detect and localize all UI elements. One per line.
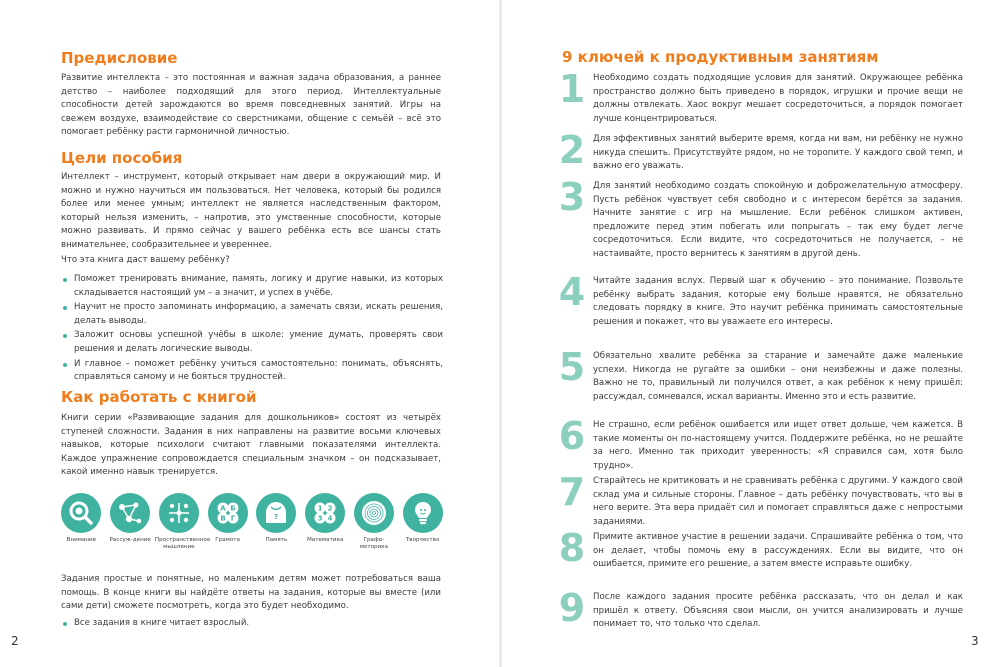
svg-text:2: 2 xyxy=(327,504,333,513)
goals-text: Интеллект – инструмент, который открывает нам двери в окружающий мир. И можно и нужно научиться им пользоваться. Нет человека, который бы родился более или менее умным; интеллект не является наследственным фактором, который нельзя изменить, – напротив, это умственные способности, которые можно развивать. И прямо сейчас у вашего ребёнка есть все шансы стать внимательнее, сообразительнее и увереннее. xyxy=(61,172,441,250)
key-text: Необходимо создать подходящие условия для занятий. Окружающее ребёнка пространство должно быть приведено в порядок, игрушки и прочие вещи не должны отвлекать. Хаос вокруг мешает сосредоточиться, а порядок помогает лучше концентрироваться. xyxy=(593,73,963,124)
key-number: 7 xyxy=(558,470,586,514)
list-item xyxy=(61,329,443,356)
svg-text:4: 4 xyxy=(327,514,333,523)
page-number-left: 2 xyxy=(11,634,19,648)
key-item xyxy=(553,270,963,329)
right-page xyxy=(501,0,1001,667)
goals-question: Что эта книга даст вашему ребёнку? xyxy=(61,255,230,265)
skill-label: Память xyxy=(265,537,288,543)
lightbulb-icon xyxy=(403,493,443,533)
skill-spatial xyxy=(154,493,211,551)
key-number: 4 xyxy=(558,270,586,314)
key-text: Обязательно хвалите ребёнка за старание и замечайте даже маленькие успехи. Никогда не ругайте за ошибки – они неизбежны и даже полезны. Важно не то, правильный ли получился ответ, а как ребёнок к нему пришёл: рассуждал, сомневался, искал варианты. Именно это и есть развитие. xyxy=(593,351,963,402)
skill-label: Рассуж-дение xyxy=(109,537,151,543)
key-text: Для занятий необходимо создать спокойную и доброжелательную атмосферу. Пусть ребёнок чувствует себя свободно и с интересом берётся за задания. Начните занятие с игр на мышление. Если ребёнок слишком активен, предложите перед этим побегать или попрыгать – так ему будет легче сосредоточиться. Если видите, что сосредоточиться не получается, – не настаивайте, просто вернитесь к занятиям в другой день. xyxy=(593,181,963,259)
key-text: Для эффективных занятий выберите время, когда ни вам, ни ребёнку не нужно никуда спешить. Присутствуйте рядом, но не торопите. У каждого свой темп, и важно его уважать. xyxy=(593,134,963,172)
skill-label: Математика xyxy=(306,537,344,543)
howto-bullet-list xyxy=(61,617,443,632)
keys-title: 9 ключей к продуктивным занятиям xyxy=(562,48,879,66)
key-number: 2 xyxy=(558,128,586,172)
howto-text: Книги серии «Развивающие задания для дошкольников» состоят из четырёх ступеней сложности. Задания в них направлены на развитие восьми ключевых навыков, которые психологи считают главными показателями интеллекта. Каждое упражнение сопровождается специальным значком – он подсказывает, какой именно навык тренируется. xyxy=(61,413,441,478)
skill-label: Графо-моторика xyxy=(359,537,389,550)
skill-graphomotor xyxy=(350,493,399,551)
bullet-dot xyxy=(63,306,67,310)
bullet-text: Поможет тренировать внимание, память, логику и другие навыки, из которых складывается настоящий ум – а значит, и успех в учёбе. xyxy=(74,274,443,298)
skill-label: Внимание xyxy=(66,537,97,543)
skill-icons-row xyxy=(57,493,447,551)
bullet-text: Все задания в книге читает взрослый. xyxy=(74,618,250,628)
key-item xyxy=(553,586,963,632)
skill-reasoning xyxy=(106,493,155,551)
skill-math xyxy=(301,493,350,551)
left-page xyxy=(0,0,500,667)
goals-title: Цели пособия xyxy=(61,149,183,167)
svg-text:В: В xyxy=(219,514,226,523)
howto-title: Как работать с книгой xyxy=(61,388,257,406)
foreword-title: Предисловие xyxy=(61,49,178,67)
list-item xyxy=(61,301,443,328)
bullet-dot xyxy=(63,278,67,282)
svg-text:?: ? xyxy=(274,513,279,521)
key-text: После каждого задания просите ребёнка рассказать, что он делал и как пришёл к ответу. Объясняя свои мысли, он учится анализировать и лучше понимает то, что только что сделал. xyxy=(593,592,963,630)
head-icon xyxy=(256,493,296,533)
list-item xyxy=(61,358,443,385)
key-number: 9 xyxy=(558,586,586,630)
key-text: Примите активное участие в решении задачи. Спрашивайте ребёнка о том, что он делает, чтобы помочь ему в рассуждениях. Если вы видите, что он ошибается, примите его решение, а затем вместе исправьте ошибку. xyxy=(593,532,963,570)
svg-text:1: 1 xyxy=(317,504,323,513)
skill-memory xyxy=(252,493,301,551)
svg-text:А: А xyxy=(219,504,226,513)
bullet-text: Научит не просто запоминать информацию, а замечать связи, искать решения, делать выводы. xyxy=(74,302,443,326)
key-item xyxy=(553,128,963,174)
key-number: 8 xyxy=(558,526,586,570)
key-number: 3 xyxy=(558,175,586,219)
list-item xyxy=(61,617,443,631)
key-item xyxy=(553,414,963,473)
skill-creativity xyxy=(398,493,447,551)
key-item xyxy=(553,526,963,572)
key-text: Не страшно, если ребёнок ошибается или ищет ответ дольше, чем кажется. В такие моменты он по-настоящему учится. Поддержите ребёнка, но не решайте за него. Именно так приходит уверенность: «Я справился сам, хотя было трудно». xyxy=(593,420,963,471)
svg-text:Б: Б xyxy=(229,504,236,513)
skill-literacy xyxy=(203,493,252,551)
svg-text:Г: Г xyxy=(230,514,235,523)
key-number: 6 xyxy=(558,414,586,458)
goals-bullet-list xyxy=(61,273,443,386)
bullet-text: Заложит основы успешной учёбы в школе: умение думать, проверять свои решения и делать логические выводы. xyxy=(74,330,443,354)
skill-label: Пространственное мышление xyxy=(154,537,211,550)
skill-label: Грамота xyxy=(215,537,240,543)
key-item xyxy=(553,470,963,529)
bullet-dot xyxy=(63,622,67,626)
list-item xyxy=(61,273,443,300)
key-text: Старайтесь не критиковать и не сравнивать ребёнка с другими. У каждого свой склад ума и сильные стороны. Главное – дать ребёнку почувствовать, что вы в него верите. Эта вера придаёт сил и помогает справляться даже с непростыми заданиями. xyxy=(593,476,963,527)
bullet-text: И главное – поможет ребёнку учиться самостоятельно: понимать, объяснять, справляться самому и не бояться трудностей. xyxy=(74,358,443,383)
key-item xyxy=(553,345,963,404)
bullet-dot xyxy=(63,334,67,338)
key-item xyxy=(553,67,963,126)
foreword-text: Развитие интеллекта – это постоянная и важная задача образования, а раннее детство – наиболее подходящий для этого период. Интеллектуальные способности детей зарождаются во время повседневных занятий. Игры на свежем воздухе, взаимодействие со сверстниками, общение с семьёй – всё это помогает ребёнку расти гармоничной личностью. xyxy=(61,73,441,138)
key-number: 1 xyxy=(558,67,586,111)
page-number-right: 3 xyxy=(971,634,979,648)
howto-text-2: Задания простые и понятные, но маленьким детям может потребоваться ваша помощь. В конце книги вы найдёте ответы на задания, которые вы вместе (или сами дети) сможете посмотреть, когда это будет необходимо. xyxy=(61,574,441,612)
numbers-icon xyxy=(305,493,345,533)
skill-attention xyxy=(57,493,106,551)
magnifier-icon xyxy=(61,493,101,533)
key-item xyxy=(553,175,963,262)
key-text: Читайте задания вслух. Первый шаг к обучению – это понимание. Позвольте ребёнку выбрать задания, которые ему больше нравятся, не обязательно следовать порядку в книге. Это научит ребёнка принимать самостоятельные решения и покажет, что вы уважаете его интересы. xyxy=(593,276,963,327)
key-number: 5 xyxy=(558,345,586,389)
skill-label: Творчество xyxy=(405,537,440,543)
bullet-dot xyxy=(63,363,67,367)
letters-icon xyxy=(208,493,248,533)
grid-icon xyxy=(159,493,199,533)
fingerprint-icon xyxy=(354,493,394,533)
network-icon xyxy=(110,493,150,533)
svg-text:3: 3 xyxy=(317,514,323,523)
